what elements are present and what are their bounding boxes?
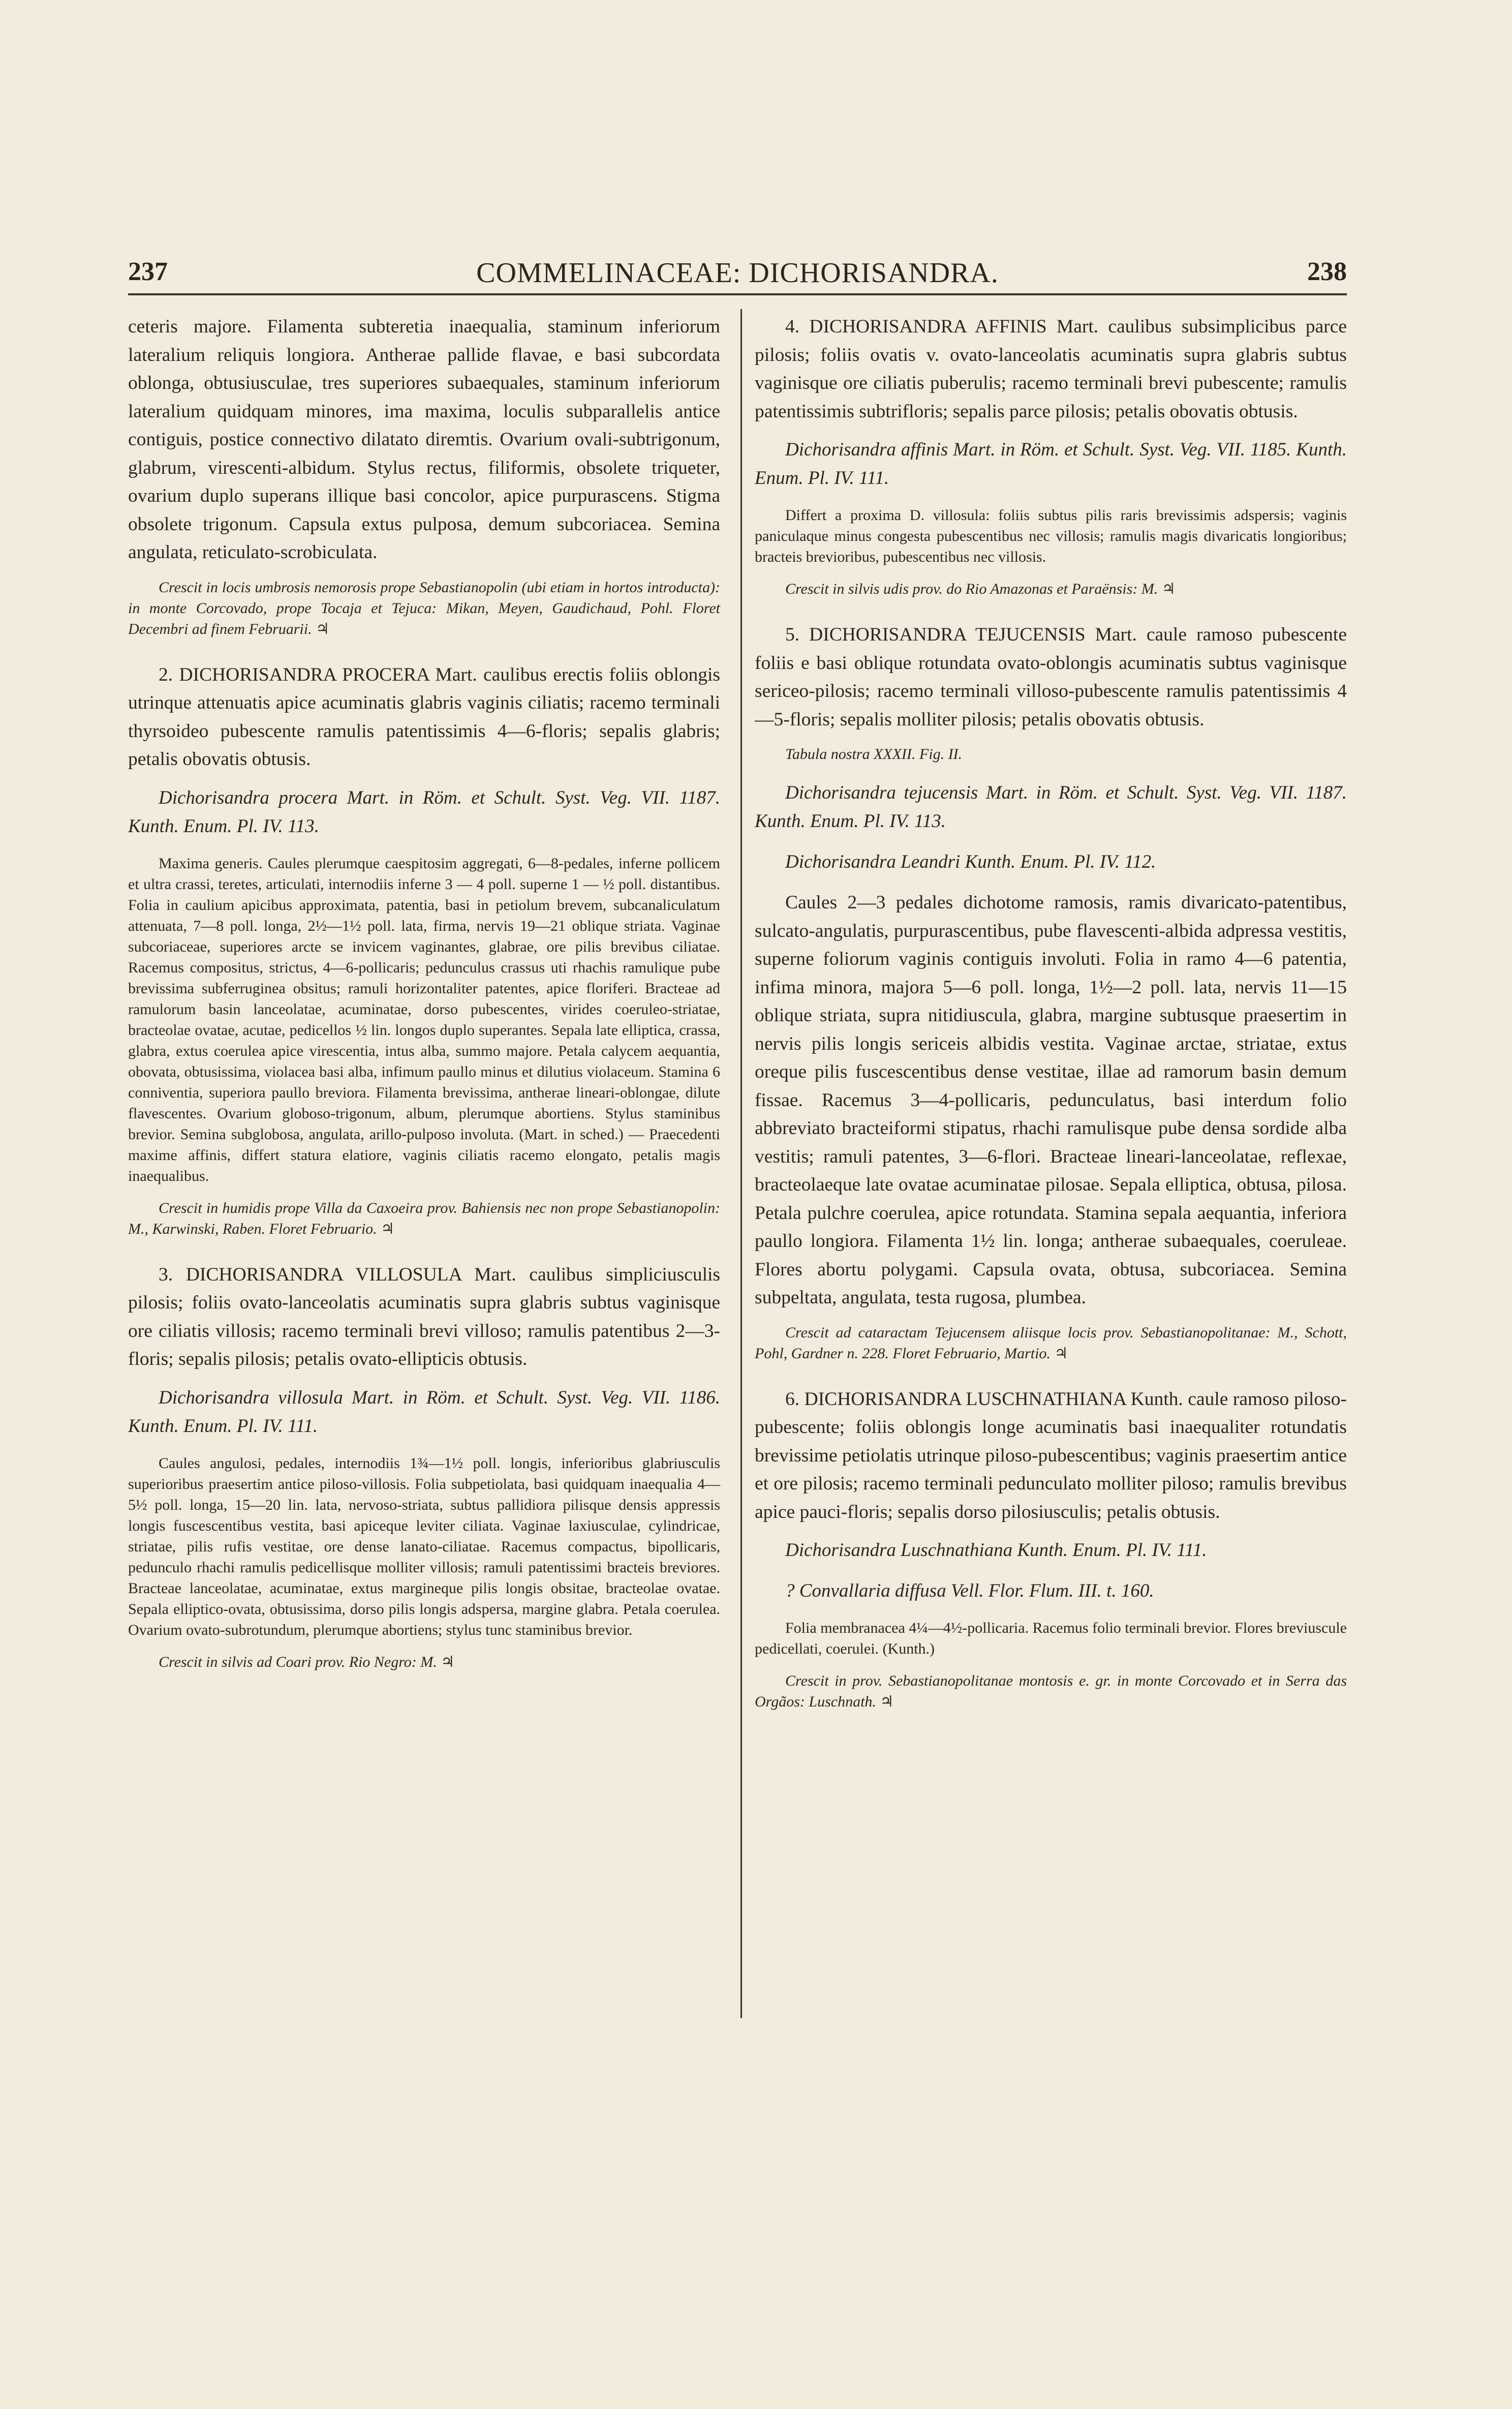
- synonym-reference: Dichorisandra villosula Mart. in Röm. et Schult. Syst. Veg. VII. 1186. Kunth. Enum. Pl. IV. 111.: [128, 1387, 720, 1437]
- synonym-reference: Dichorisandra procera Mart. in Röm. et Schult. Syst. Veg. VII. 1187. Kunth. Enum. Pl. IV. 113.: [128, 787, 720, 837]
- species-description: Differt a proxima D. villosula: foliis subtus pilis raris brevissimis adspersis; vaginis paniculaque minus congesta pubescentibus nec villosis; ramulis magis divaricatis longioribus; bracteis brevioribus, pubescentibus nec villosis.: [755, 507, 1347, 565]
- right-page-number: 238: [1307, 257, 1347, 286]
- left-page-number: 237: [128, 257, 168, 286]
- habitat-note: Crescit in prov. Sebastianopolitanae montosis e. gr. in monte Corcovado et in Serra das Orgãos: Luschnath. ♃: [755, 1672, 1347, 1710]
- synonym-reference: Dichorisandra Leandri Kunth. Enum. Pl. IV. 112.: [785, 851, 1156, 872]
- habitat-note: Crescit ad cataractam Tejucensem aliisque locis prov. Sebastianopolitanae: M., Schott, Pohl, Gardner n. 228. Floret Februario, Martio. ♃: [755, 1324, 1347, 1362]
- synonym-reference: ? Convallaria diffusa Vell. Flor. Flum. III. t. 160.: [785, 1580, 1154, 1601]
- right-column: [755, 313, 1347, 1726]
- running-title: COMMELINACEAE: DICHORISANDRA.: [476, 257, 999, 289]
- plate-reference: Tabula nostra XXXII. Fig. II.: [785, 746, 963, 763]
- synonym-reference: Dichorisandra tejucensis Mart. in Röm. et Schult. Syst. Veg. VII. 1187. Kunth. Enum. Pl. IV. 113.: [755, 782, 1347, 832]
- habitat-note: Crescit in humidis prope Villa da Caxoeira prov. Bahiensis nec non prope Sebastianopolin: M., Karwinski, Raben. Floret Februario. ♃: [128, 1199, 720, 1237]
- species-diagnosis: 2. DICHORISANDRA PROCERA Mart. caulibus erectis foliis oblongis utrinque attenuatis apice acuminatis glabris vaginis ciliatis; racemo terminali thyrsoideo pubescente ramulis patentissimis 4—6-floris; sepalis glabris; petalis obovatis obtusis.: [128, 664, 720, 770]
- species-diagnosis: 4. DICHORISANDRA AFFINIS Mart. caulibus subsimplicibus parce pilosis; foliis ovatis v. ovato-lanceolatis acuminatis supra glabris subtus vaginisque ore ciliatis puberulis; racemo terminali brevi pubescente; ramulis patentissimis subtrifloris; sepalis parce pilosis; petalis obovatis obtusis.: [755, 316, 1347, 422]
- synonym-reference: Dichorisandra Luschnathiana Kunth. Enum. Pl. IV. 111.: [785, 1540, 1207, 1561]
- synonym-reference: Dichorisandra affinis Mart. in Röm. et Schult. Syst. Veg. VII. 1185. Kunth. Enum. Pl. IV. 111.: [755, 439, 1347, 489]
- column-divider: [740, 309, 742, 2018]
- habitat-note: Crescit in silvis udis prov. do Rio Amazonas et Paraënsis: M. ♃: [785, 581, 1176, 597]
- header-rule: [128, 293, 1347, 295]
- species-diagnosis: 5. DICHORISANDRA TEJUCENSIS Mart. caule ramoso pubescente foliis e basi oblique rotundata ovato-oblongis acuminatis subtus vaginisque sericeo-pilosis; racemo terminali villoso-pubescente ramulis patentissimis 4—5-floris; sepalis molliter pilosis; petalis obovatis obtusis.: [755, 624, 1347, 730]
- habitat-note: Crescit in silvis ad Coari prov. Rio Negro: M. ♃: [159, 1653, 455, 1670]
- species-diagnosis: 6. DICHORISANDRA LUSCHNATHIANA Kunth. caule ramoso piloso-pubescente; foliis oblongis longe acuminatis basi inaequaliter rotundatis brevissime petiolatis utrinque piloso-pubescentibus; vaginis praesertim antice et ore pilosis; racemo terminali pedunculato molliter piloso; ramulis brevibus apice pauci-floris; sepalis dorso pilosiusculis; petalis obtusis.: [755, 1388, 1347, 1522]
- species-description: Caules angulosi, pedales, internodiis 1¾—1½ poll. longis, inferioribus glabriusculis superioribus praesertim antice piloso-villosis. Folia subpetiolata, basi quidquam inaequalia 4—5½ poll. longa, 15—20 lin. lata, nervoso-striata, subtus pallidiora pilisque densis appressis longis fuscescentibus vestita, basi apiceque leviter ciliata. Vaginae laxiusculae, cylindricae, striatae, pilis rufis vestitae, ore dense lanato-ciliatae. Racemus compactus, bipollicaris, pedunculo rhachi ramulis pedicellisque molliter villosis; ramuli patentissimi bracteis breviores. Bracteae lanceolatae, acuminatae, extus margineque pilis longis obsitae, bracteolae ovatae. Sepala elliptico-ovata, obtusissima, dorso pilis longis adspersa, margine glabra. Petala coerulea. Ovarium ovato-subrotundum, plerumque abortiens; stylus tunc staminibus brevior.: [128, 1454, 720, 1638]
- left-column: [128, 313, 720, 1687]
- page-header: [128, 257, 1347, 292]
- continued-description: ceteris majore. Filamenta subteretia inaequalia, staminum inferiorum lateralium reliquis longiora. Antherae pallide flavae, e basi subcordata oblonga, obtusiusculae, tres superiores subaequales, staminum inferiorum lateralium quidquam minores, ima maxima, loculis subparallelis antice contiguis, postice connectivo dilatato diremtis. Ovarium ovali-subtrigonum, glabrum, virescenti-albidum. Stylus rectus, filiformis, obsolete triqueter, ovarium duplo superans illique basi concolor, apice purpurascens. Stigma obsolete trigonum. Capsula extus pulposa, demum subcoriacea. Semina angulata, reticulato-scrobiculata.: [128, 316, 720, 563]
- species-description: Folia membranacea 4¼—4½-pollicaria. Racemus folio terminali brevior. Flores breviuscule pedicellati, coerulei. (Kunth.): [755, 1620, 1347, 1657]
- species-description: Maxima generis. Caules plerumque caespitosim aggregati, 6—8-pedales, inferne pollicem et ultra crassi, teretes, articulati, internodiis inferne 3 — 4 poll. superne 1 — ½ poll. distantibus. Folia in caulium apicibus approximata, patentia, basi in petiolum brevem, subcanaliculatum attenuata, 7—8 poll. longa, 2½—1½ poll. lata, firma, nervis 19—21 oblique striata. Vaginae subcoriaceae, superiores arcte se invicem vaginantes, glabrae, ore pilis brevibus ciliatae. Racemus compositus, strictus, 4—6-pollicaris; pedunculus crassus uti rhachis ramulique pube brevissima subferruginea obsitus; ramuli horizontaliter patentes, apice floriferi. Bracteae ad ramulorum basin lanceolatae, acuminatae, dorso pubescentes, virides coeruleo-striatae, bracteolae ovatae, acutae, pedicellos ½ lin. longos duplo superantes. Sepala late elliptica, crassa, glabra, extus coerulea apice virescentia, intus alba, summo majore. Petala calycem aequantia, obovata, obtusissima, violacea basi alba, infimum paullo minus et dilutius violaceum. Stamina 6 conniventia, superiora paullo breviora. Filamenta brevissima, antherae lineari-oblongae, dilute flavescentes. Ovarium globoso-trigonum, album, plerumque abortiens. Stylus staminibus brevior. Semina subglobosa, angulata, arillo-pulposo involuta. (Mart. in sched.) — Praecedenti maxime affinis, differt statura elatiore, vaginis ciliatis racemo elongato, petalis magis inaequalibus.: [128, 855, 720, 1184]
- species-diagnosis: 3. DICHORISANDRA VILLOSULA Mart. caulibus simpliciusculis pilosis; foliis ovato-lanceolatis acuminatis supra glabris subtus vaginisque ore ciliatis villosis; racemo terminali brevi villoso; ramulis patentibus 2—3-floris; sepalis pilosis; petalis ovato-ellipticis obtusis.: [128, 1264, 720, 1369]
- habitat-note: Crescit in locis umbrosis nemorosis prope Sebastianopolin (ubi etiam in hortos introducta): in monte Corcovado, prope Tocaja et Tejuca: Mikan, Meyen, Gaudichaud, Pohl. Floret Decembri ad finem Februarii. ♃: [128, 578, 720, 637]
- species-description: Caules 2—3 pedales dichotome ramosis, ramis divaricato-patentibus, sulcato-angulatis, purpurascentibus, pube flavescenti-albida adpressa vestitis, superne foliorum vaginis contiguis involuti. Folia in ramo 4—6 patentia, infima minora, majora 5—6 poll. longa, 1½—2 poll. lata, nervis 11—15 oblique striata, supra nitidiuscula, glabra, margine subtusque praesertim in nervis pilis longis sericeis albidis vestita. Vaginae arctae, striatae, extus oreque pilis fuscescentibus dense vestitae, illae ad ramorum basin demum fissae. Racemus 3—4-pollicaris, pedunculatus, basi interdum folio abbreviato bracteiformi stipatus, rhachi ramulisque pube densa sordide alba vestitis; ramuli patentes, 3—6-flori. Bracteae lineari-lanceolatae, reflexae, bracteolaeque late ovatae acuminatae pilosae. Sepala elliptica, obtusa, pilosa. Petala pulchre coerulea, apice rotundata. Stamina sepala aequantia, inferiora paullo longiora. Filamenta 1½ lin. longa; antherae subaequales, coeruleae. Flores abortu polygami. Capsula ovata, obtusa, subcoriacea. Semina subpeltata, angulata, testa rugosa, plumbea.: [755, 892, 1347, 1308]
